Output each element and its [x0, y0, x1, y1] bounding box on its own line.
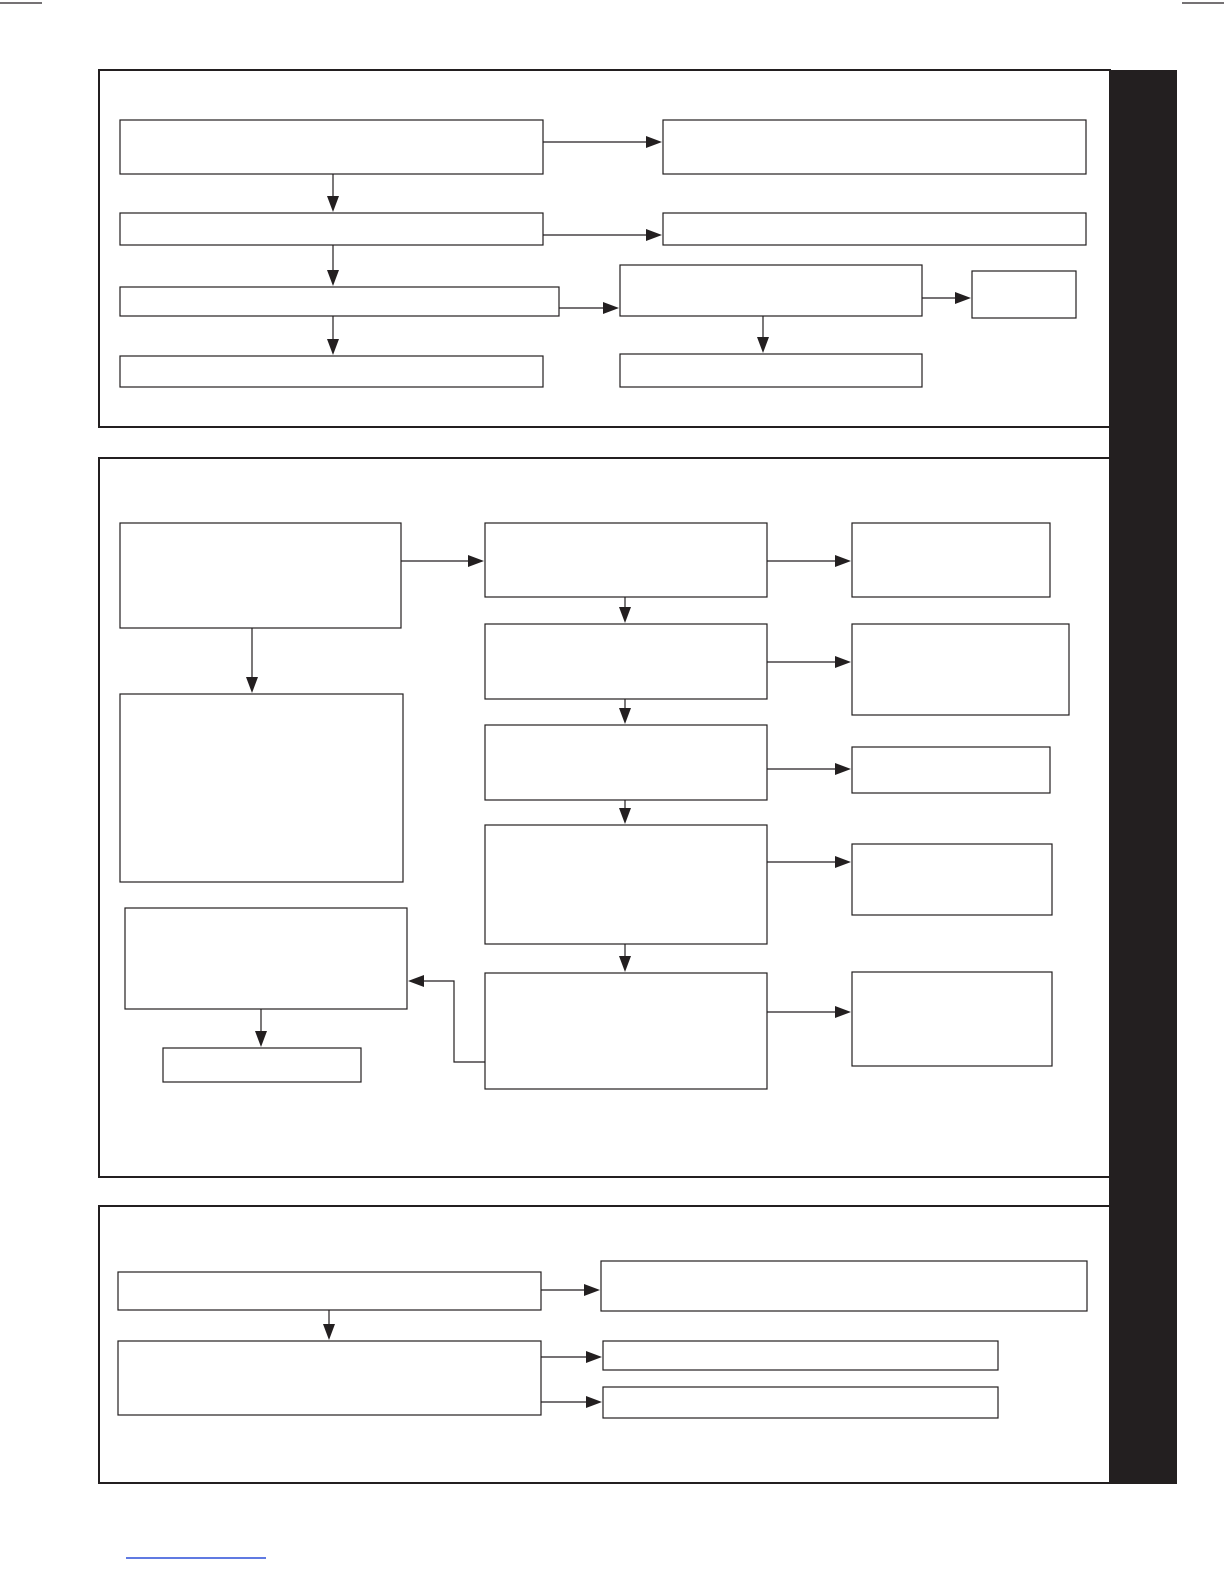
- p1-box-7: [972, 271, 1076, 318]
- p2-left-box-3: [125, 908, 407, 1009]
- p1-arrow-3: [543, 229, 662, 241]
- p2-mid-box-3: [485, 725, 767, 800]
- p3-box-3: [118, 1341, 541, 1415]
- p2-arrow-mid-right-4: [767, 856, 851, 868]
- p1-arrow-2: [327, 174, 339, 212]
- p1-arrow-4: [327, 245, 339, 286]
- p2-left-box-1: [120, 523, 401, 628]
- p1-arrow-1: [543, 136, 662, 148]
- p2-arrow-left-down-1: [246, 628, 258, 693]
- p2-right-box-4: [852, 844, 1052, 915]
- p1-box-8: [120, 356, 543, 387]
- p3-box-1: [118, 1272, 541, 1310]
- p1-box-2: [663, 120, 1086, 174]
- p1-arrow-7: [327, 316, 339, 355]
- p2-mid-box-5: [485, 973, 767, 1089]
- panel-1: [99, 70, 1110, 427]
- p3-arrow-4: [541, 1396, 602, 1408]
- p2-mid-box-4: [485, 825, 767, 944]
- panel-2: [99, 458, 1110, 1177]
- p2-left-box-2: [120, 694, 403, 882]
- p2-arrow-mid-down-3: [619, 800, 631, 824]
- p3-arrow-3: [541, 1351, 602, 1363]
- p1-box-4: [663, 213, 1086, 245]
- p2-arrow-mid-down-2: [619, 699, 631, 724]
- p3-box-5: [603, 1387, 998, 1418]
- p3-arrow-2: [323, 1310, 335, 1340]
- p2-arrow-mid-right-2: [767, 656, 851, 668]
- p2-arrow-mid-right-1: [767, 555, 851, 567]
- p2-right-box-1: [852, 523, 1050, 597]
- p3-box-2: [601, 1261, 1087, 1311]
- p2-right-box-5: [852, 972, 1052, 1066]
- p3-arrow-1: [541, 1284, 600, 1296]
- p1-box-1: [120, 120, 543, 174]
- p2-arrow-left-down-2: [255, 1009, 267, 1047]
- p1-arrow-5: [559, 302, 619, 314]
- p2-arrow-mid-right-5: [767, 1006, 851, 1018]
- panel-3: [99, 1206, 1110, 1483]
- p2-arrow-mid-right-3: [767, 763, 851, 775]
- p2-right-box-2: [852, 624, 1069, 715]
- p1-arrow-6: [922, 292, 971, 304]
- p2-mid-box-1: [485, 523, 767, 597]
- p2-right-box-3: [852, 747, 1050, 793]
- p1-box-5: [120, 287, 559, 316]
- p2-arrow-mid-to-left-elbow: [408, 975, 485, 1062]
- p1-box-6: [620, 265, 922, 316]
- p2-arrow-left-to-mid: [401, 555, 484, 567]
- p1-box-9: [620, 354, 922, 387]
- p1-box-3: [120, 213, 543, 245]
- p2-arrow-mid-down-4: [619, 944, 631, 972]
- p1-arrow-8: [757, 316, 769, 353]
- p2-mid-box-2: [485, 624, 767, 699]
- p3-box-4: [603, 1341, 998, 1370]
- p2-left-box-4: [163, 1048, 361, 1082]
- p2-arrow-mid-down-1: [619, 597, 631, 623]
- side-tab: [1109, 70, 1177, 1484]
